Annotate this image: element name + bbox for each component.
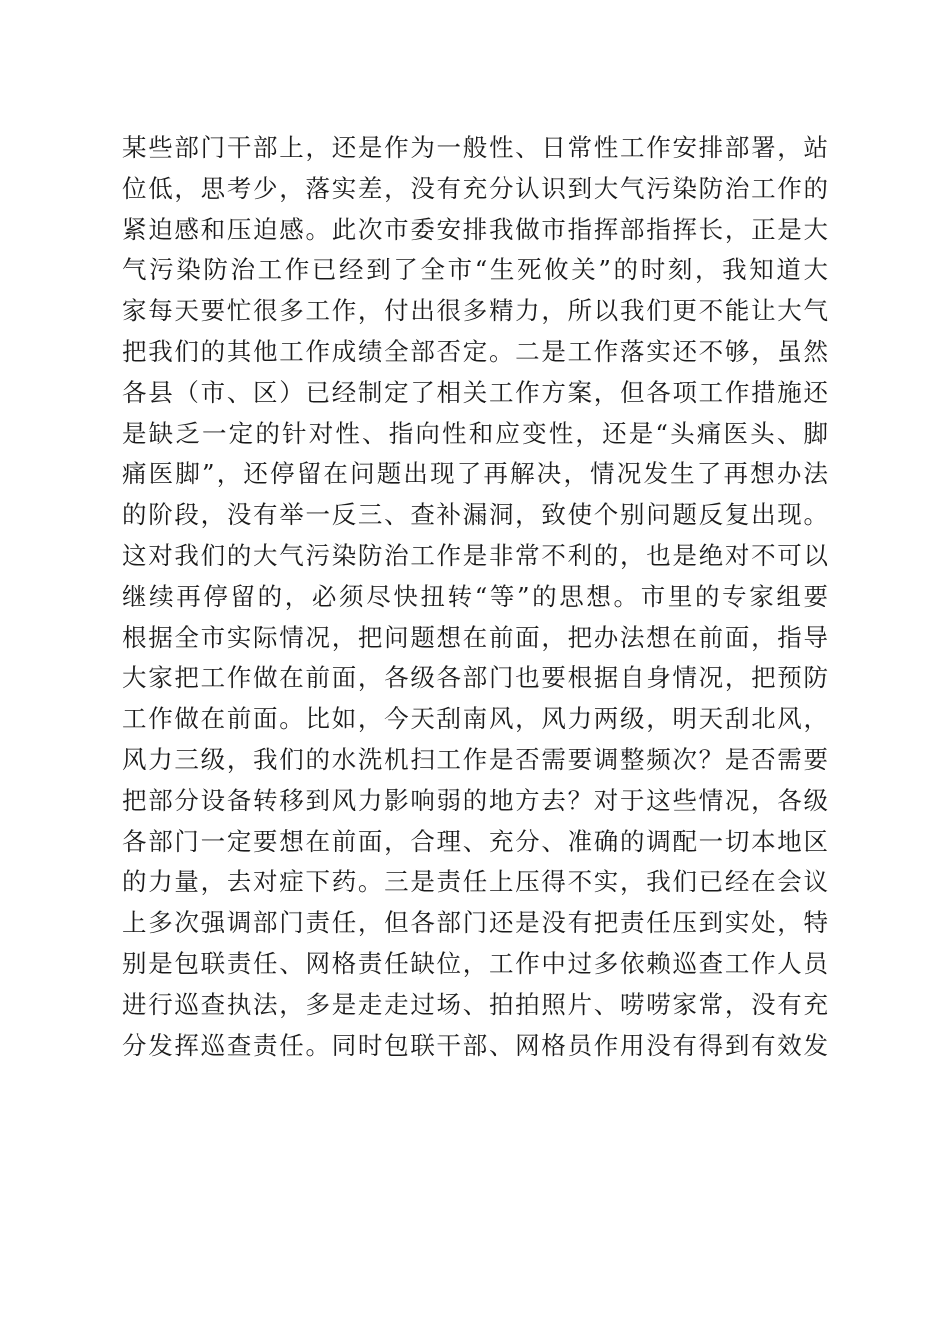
text-line: 继续再停留的，必须尽快扭转“等”的思想。市里的专家组要: [122, 581, 828, 611]
text-line: 根据全市实际情况，把问题想在前面，把办法想在前面，指导: [122, 622, 828, 652]
text-line: 的力量，去对症下药。三是责任上压得不实，我们已经在会议: [122, 867, 828, 897]
text-line: 大家把工作做在前面，各级各部门也要根据自身情况，把预防: [122, 663, 828, 693]
text-line: 这对我们的大气污染防治工作是非常不利的，也是绝对不可以: [122, 540, 828, 570]
text-line: 各县（市、区）已经制定了相关工作方案，但各项工作措施还: [122, 377, 828, 407]
text-line: 进行巡查执法，多是走走过场、拍拍照片、唠唠家常，没有充: [122, 989, 828, 1019]
body-text: [122, 128, 828, 1066]
text-line: 气污染防治工作已经到了全市“生死攸关”的时刻，我知道大: [122, 255, 828, 285]
text-line: 家每天要忙很多工作，付出很多精力，所以我们更不能让大气: [122, 296, 828, 326]
text-line: 把部分设备转移到风力影响弱的地方去？对于这些情况，各级: [122, 785, 828, 815]
text-line: 是缺乏一定的针对性、指向性和应变性，还是“头痛医头、脚: [122, 418, 828, 448]
text-line: 某些部门干部上，还是作为一般性、日常性工作安排部署，站: [122, 133, 828, 162]
text-line: 分发挥巡查责任。同时包联干部、网格员作用没有得到有效发: [122, 1030, 828, 1060]
text-line: 上多次强调部门责任，但各部门还是没有把责任压到实处，特: [122, 908, 828, 938]
text-line: 位低，思考少，落实差，没有充分认识到大气污染防治工作的: [122, 173, 828, 203]
text-line: 痛医脚”，还停留在问题出现了再解决，情况发生了再想办法: [122, 459, 828, 489]
text-line: 别是包联责任、网格责任缺位，工作中过多依赖巡查工作人员: [122, 948, 828, 978]
text-line: 紧迫感和压迫感。此次市委安排我做市指挥部指挥长，正是大: [122, 214, 828, 244]
text-line: 把我们的其他工作成绩全部否定。二是工作落实还不够，虽然: [122, 336, 828, 366]
text-line: 风力三级，我们的水洗机扫工作是否需要调整频次？是否需要: [122, 744, 828, 774]
text-line: 的阶段，没有举一反三、查补漏洞，致使个别问题反复出现。: [122, 500, 828, 530]
text-line: 工作做在前面。比如，今天刮南风，风力两级，明天刮北风，: [122, 704, 828, 734]
text-line: 各部门一定要想在前面，合理、充分、准确的调配一切本地区: [122, 826, 828, 856]
